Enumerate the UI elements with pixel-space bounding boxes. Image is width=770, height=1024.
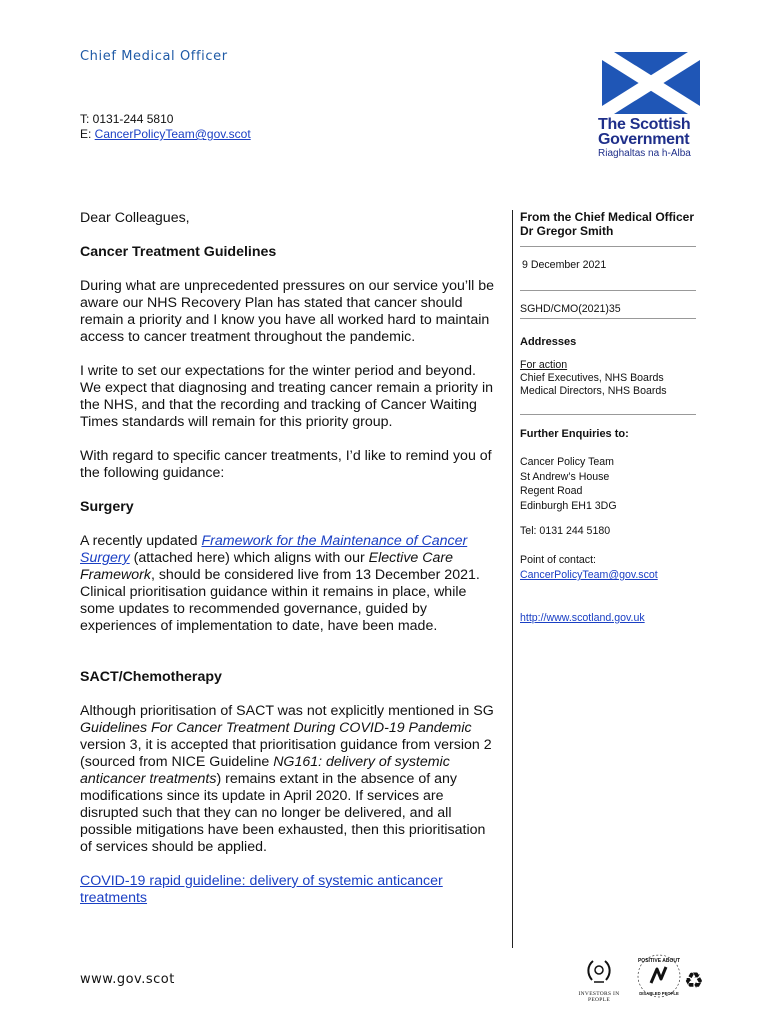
logo-line-3: Riaghaltas na h-Alba xyxy=(598,148,691,159)
contact-details xyxy=(80,112,251,142)
phone-number: T: 0131-244 5810 xyxy=(80,112,174,126)
letter-reference: SGHD/CMO(2021)35 xyxy=(520,303,621,315)
surgery-italic: Elective Care Framework xyxy=(80,550,454,583)
sidebar-rule xyxy=(520,318,696,319)
positive-about-disabled-people-icon xyxy=(636,953,682,999)
iip-text: INVESTORS IN PEOPLE xyxy=(578,991,620,1003)
email-line xyxy=(80,127,251,142)
saltire-flag-icon xyxy=(602,52,700,114)
column-divider xyxy=(512,210,513,948)
address-line: Regent Road xyxy=(520,485,583,497)
paragraph-3: With regard to specific cancer treatments, I’d like to remind you of the following guidance: xyxy=(80,448,492,481)
surgery-heading: Surgery xyxy=(80,499,134,515)
address-line: Cancer Policy Team xyxy=(520,456,615,468)
sact-italic-1: Guidelines For Cancer Treatment During COVID-19 Pandemic xyxy=(80,720,472,736)
paragraph-2: I write to set our expectations for the winter period and beyond. We expect that diagnosing and treating cancer remain a priority in the NHS, and that the recording and tracking of Cancer Waiting Times standards will remain for this priority group. xyxy=(80,363,493,430)
department-title: Chief Medical Officer xyxy=(80,49,228,64)
surgery-text-1: A recently updated xyxy=(80,533,202,549)
sidebar-rule xyxy=(520,246,696,247)
laurel-wreath-icon xyxy=(584,956,614,986)
letter-body xyxy=(80,210,498,924)
logo-line-1: The Scottish xyxy=(598,116,691,133)
telephone: Tel: 0131 244 5180 xyxy=(520,525,611,537)
sidebar-rule xyxy=(520,290,696,291)
from-name: Dr Gregor Smith xyxy=(520,224,614,238)
email-link[interactable]: CancerPolicyTeam@gov.scot xyxy=(94,127,251,141)
postal-address xyxy=(520,455,698,513)
sact-text-1: Although prioritisation of SACT was not explicitly mentioned in SG xyxy=(80,703,494,719)
contact-label: Point of contact: xyxy=(520,554,596,566)
letter-subject: Cancer Treatment Guidelines xyxy=(80,244,277,260)
address-line: St Andrew’s House xyxy=(520,470,610,483)
contact-email-link[interactable]: CancerPolicyTeam@gov.scot xyxy=(520,569,658,581)
address-line: Edinburgh EH1 3DG xyxy=(520,499,617,512)
covid-link-paragraph xyxy=(80,873,498,907)
website-link[interactable]: http://www.scotland.gov.uk xyxy=(520,612,645,624)
surgery-text-2: (attached here) which aligns with our xyxy=(129,550,369,566)
disabled-people-text: DISABLED PEOPLE xyxy=(639,991,679,996)
sact-italic-2: NG161: delivery of systemic anticancer treatments xyxy=(80,754,450,787)
recycle-icon: ♻ xyxy=(684,968,704,993)
greeting: Dear Colleagues, xyxy=(80,210,190,226)
addressee-2: Medical Directors, NHS Boards xyxy=(520,385,667,397)
letter-date: 9 December 2021 xyxy=(522,259,607,271)
sact-paragraph xyxy=(80,703,498,856)
scottish-government-logo xyxy=(598,52,708,160)
sidebar xyxy=(520,210,698,625)
from-line: From the Chief Medical Officer xyxy=(520,210,695,224)
sact-text-3: ) remains extant in the absence of any modifications since its update in April 2020. If services are disrupted such that they can no longer be delivered, and all possible mitigations have been exhausted, then this prioritisation of services should be applied. xyxy=(80,771,486,855)
enquiries-label: Further Enquiries to: xyxy=(520,428,629,440)
email-label: E: xyxy=(80,127,95,141)
sact-text-2: version 3, it is accepted that prioritisation guidance from version 2 (sourced from NICE Guideline xyxy=(80,737,492,770)
investors-in-people-logo xyxy=(570,956,628,1003)
positive-about-text: POSITIVE ABOUT xyxy=(637,958,681,964)
covid-guideline-link[interactable]: COVID-19 rapid guideline: delivery of systemic anticancer treatments xyxy=(80,873,443,906)
surgery-paragraph xyxy=(80,533,498,635)
paragraph-1: During what are unprecedented pressures on our service you’ll be aware our NHS Recovery Plan has stated that cancer should remain a priority and I know you have all worked hard to maintain access to cancer treatment throughout the pandemic. xyxy=(80,278,495,345)
surgery-text-3: , should be considered live from 13 December 2021. Clinical prioritisation guidance within it remains in place, while some updates to recommended governance, guided by experiences of implementation to date, have been made. xyxy=(80,567,480,634)
logo-line-2: Government xyxy=(598,131,690,148)
sact-heading: SACT/Chemotherapy xyxy=(80,669,222,685)
addressee-1: Chief Executives, NHS Boards xyxy=(520,372,664,384)
surgery-framework-link[interactable]: Framework for the Maintenance of Cancer Surgery xyxy=(80,533,468,566)
for-action-label: For action xyxy=(520,359,568,371)
sidebar-rule xyxy=(520,414,696,415)
footer-website: www.gov.scot xyxy=(80,972,175,987)
addresses-label: Addresses xyxy=(520,336,577,348)
